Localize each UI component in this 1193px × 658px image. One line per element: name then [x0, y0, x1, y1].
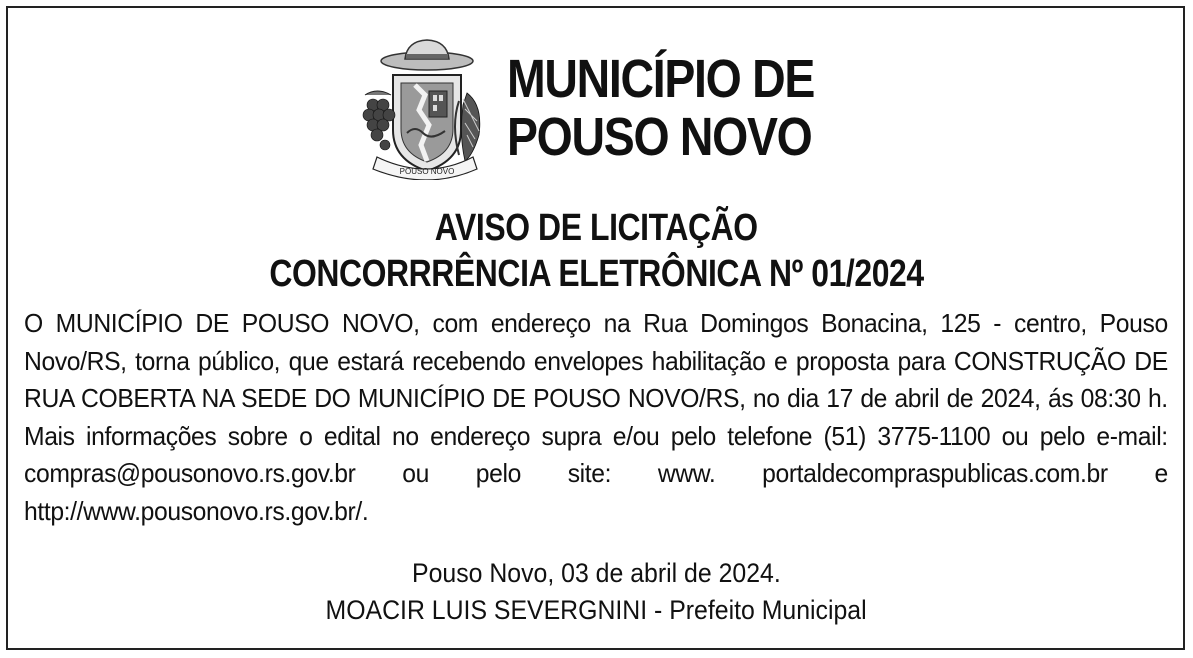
- municipality-name-line1: MUNICÍPIO DE: [507, 48, 815, 109]
- notice-subtitle: CONCORRRÊNCIA ELETRÔNICA Nº 01/2024: [269, 253, 924, 295]
- coat-of-arms-icon: [355, 35, 495, 180]
- notice-title: AVISO DE LICITAÇÃO: [435, 207, 758, 249]
- signature: MOACIR LUIS SEVERGNINI - Prefeito Municipal: [325, 595, 868, 625]
- notice-footer: [0, 555, 1193, 629]
- notice-body: O MUNICÍPIO DE POUSO NOVO, com endereço na Rua Domingos Bonacina, 125 - centro, Pouso Novo/RS, torna público, que estará recebendo envelopes habilitação e proposta para CONSTRUÇÃO DE RUA COBERTA NA SEDE DO MUNICÍPIO DE POUSO NOVO/RS, no dia 17 de abril de 2024, ás 08:30 h. Mais informações sobre o edital no endereço supra e/ou pelo telefone (51) 3775-1100 ou pelo e-mail: compras@pousonovo.rs.gov.br ou pelo site: www. portaldecompraspublicas.com.br e http://www.pousonovo.rs.gov.br/.: [24, 308, 1168, 526]
- notice-title-block: [0, 205, 1193, 297]
- municipality-name-line2: POUSO NOVO: [507, 106, 812, 167]
- crest-banner-text: POUSO NOVO: [399, 167, 455, 176]
- municipality-name: [507, 50, 864, 166]
- place-date: Pouso Novo, 03 de abril de 2024.: [412, 558, 781, 588]
- notice-header: [355, 35, 864, 180]
